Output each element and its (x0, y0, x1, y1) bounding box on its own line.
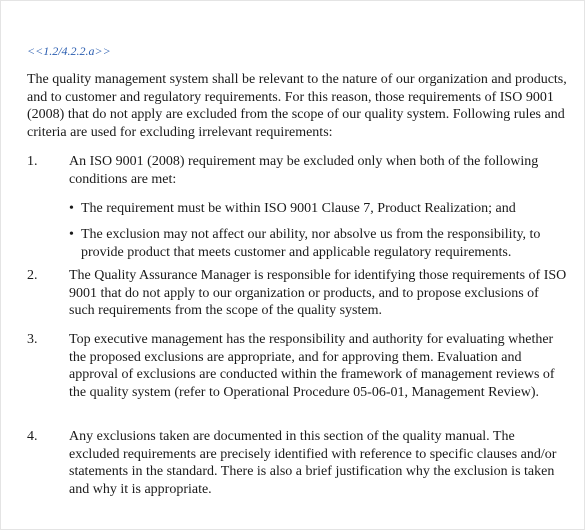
bullet-text: The requirement must be within ISO 9001 Clause 7, Product Realization; and (81, 201, 516, 216)
list-item-text: Any exclusions taken are documented in this section of the quality manual. The excluded requirements are precisely identified with reference to specific clauses and/or statements in the standard. There is also a brief justification why the exclusion is taken and why it is appropriate. (69, 429, 557, 497)
list-item-number: 2. (27, 268, 38, 283)
list-item-number: 1. (27, 154, 38, 169)
intro-paragraph: The quality management system shall be relevant to the nature of our organization and products, and to customer and regulatory requirements. For this reason, those requirements of ISO 9001 (2008) that do not apply are excluded from the scope of our quality system. Following rules and criteria are used for excluding irrelevant requirements: (27, 72, 567, 140)
list-item-text: An ISO 9001 (2008) requirement may be excluded only when both of the following conditions are met: (69, 154, 539, 187)
list-item-number: 4. (27, 429, 38, 444)
list-item-text: Top executive management has the responsibility and authority for evaluating whether the proposed exclusions are appropriate, and for approving them. Evaluation and approval of exclusions are conducted within the framework of management reviews of the quality system (refer to Operational Procedure 05-06-01, Management Review). (69, 332, 555, 400)
bullet-marker: • (69, 201, 74, 216)
list-item-text: The Quality Assurance Manager is responsible for identifying those requirements of ISO 9001 that do not apply to our organization or products, and to propose exclusions of such requirements from the scope of the quality system. (69, 268, 567, 318)
bullet-marker: • (69, 227, 74, 242)
section-reference: <<1.2/4.2.2.a>> (27, 44, 111, 58)
bullet-text: The exclusion may not affect our ability, nor absolve us from the responsibility, to provide product that meets customer and applicable regulatory requirements. (81, 227, 541, 260)
list-item-number: 3. (27, 332, 38, 347)
